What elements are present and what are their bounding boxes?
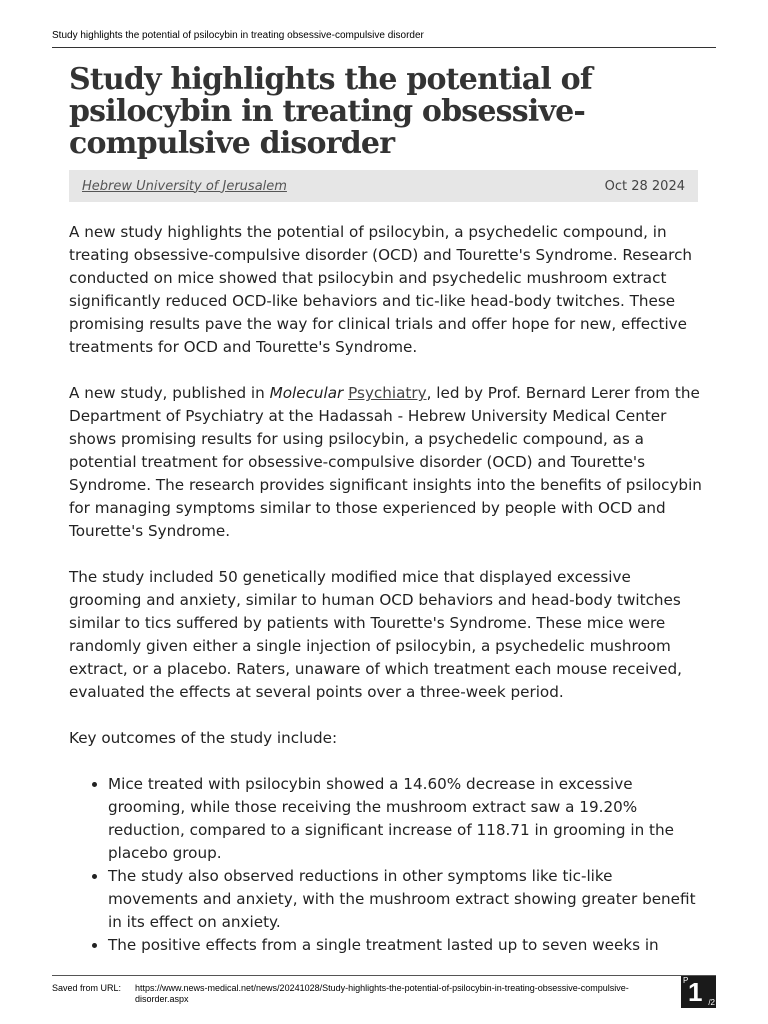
saved-from-label: Saved from URL: (52, 983, 122, 993)
source-url[interactable]: https://www.news-medical.net/news/20241028/Study-highlights-the-potential-of-psilocybin-in-treating-obsessive-compulsive-disorder.aspx (135, 983, 629, 1004)
article-body (69, 221, 704, 957)
article-title: Study highlights the potential of psilocybin in treating obsessive-compulsive disorder (69, 62, 592, 161)
publish-date: Oct 28 2024 (604, 178, 685, 194)
page-indicator (681, 976, 716, 1008)
paragraph-text: , led by Prof. Bernard Lerer from the Department of Psychiatry at the Hadassah - Hebrew University Medical Center shows promising results for using psilocybin, a psychedelic compound, as a potential treatment for obsessive-compulsive disorder (OCD) and Tourette's Syndrome. The research provides significant insights into the benefits of psilocybin for managing symptoms similar to those experienced by people with OCD and Tourette's Syndrome. (69, 384, 702, 540)
outcomes-list (69, 773, 704, 957)
footer-divider (52, 975, 716, 976)
journal-link[interactable]: Psychiatry (348, 384, 427, 402)
page-number: 1 (688, 977, 703, 1007)
footer (52, 983, 652, 1005)
author-link[interactable]: Hebrew University of Jerusalem (82, 178, 287, 194)
paragraph-text: A new study, published in (69, 384, 270, 402)
paragraph-summary: A new study highlights the potential of psilocybin, a psychedelic compound, in treating obsessive-compulsive disorder (OCD) and Tourette's Syndrome. Research conducted on mice showed that psilocybin and psychedelic mushroom extract significantly reduced OCD-like behaviors and tic-like head-body twitches. These promising results pave the way for clinical trials and offer hope for new, effective treatments for OCD and Tourette's Syndrome. (69, 223, 693, 356)
list-item: • The study also observed reductions in other symptoms like tic-like movements and anxiety, with the mushroom extract showing greater benefit in its effect on anxiety. (108, 865, 704, 934)
header-divider (52, 47, 716, 48)
list-item: • Mice treated with psilocybin showed a 14.60% decrease in excessive grooming, while those receiving the mushroom extract saw a 19.20% reduction, compared to a significant increase of 118.71 in grooming in the placebo group. (108, 773, 704, 865)
journal-name: Molecular (269, 384, 344, 402)
paragraph-methods: The study included 50 genetically modified mice that displayed excessive grooming and anxiety, similar to human OCD behaviors and head-body twitches similar to tics suffered by patients with Tourette's Syndrome. These mice were randomly given either a single injection of psilocybin, a psychedelic mushroom extract, or a placebo. Raters, unaware of which treatment each mouse received, evaluated the effects at several points over a three-week period. (69, 568, 682, 701)
page-prefix: P (683, 976, 689, 985)
paragraph-study-intro (69, 382, 704, 543)
byline-bar (69, 170, 698, 202)
paragraph-outcomes-lead: Key outcomes of the study include: (69, 729, 338, 747)
page-total: /2 (708, 998, 715, 1007)
list-item: • The positive effects from a single treatment lasted up to seven weeks in (108, 934, 704, 957)
running-header: Study highlights the potential of psilocybin in treating obsessive-compulsive disorder (52, 30, 424, 41)
